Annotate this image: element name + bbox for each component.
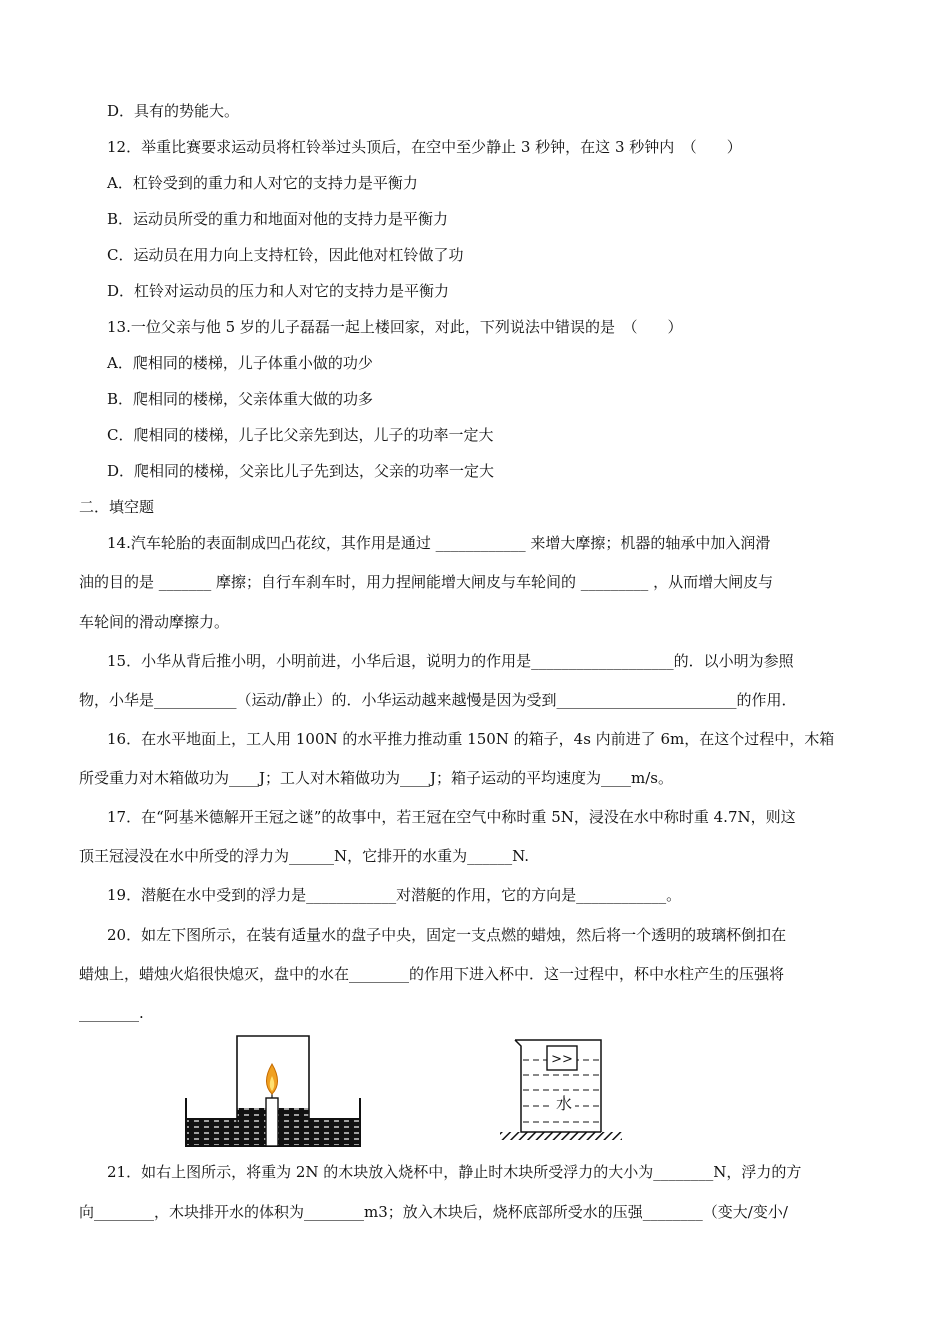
question-14-line3: 车轮间的滑动摩擦力。 — [79, 613, 230, 631]
option-d-q12: D．杠铃对运动员的压力和人对它的支持力是平衡力 — [107, 282, 450, 300]
section-heading: 二．填空题 — [79, 498, 155, 516]
question-15-line2: 物，小华是___________（运动/静止）的．小华运动越来越慢是因为受到________________________的作用． — [79, 691, 797, 709]
beaker-block-figure — [497, 1034, 627, 1146]
question-17-line2: 顶王冠浸没在水中所受的浮力为______N，它排开的水重为______N. — [79, 847, 530, 865]
option-b-q13: B．爬相同的楼梯，父亲体重大做的功多 — [107, 390, 374, 408]
question-13: 13.一位父亲与他 5 岁的儿子磊磊一起上楼回家，对此，下列说法中错误的是 （ ） — [107, 318, 683, 336]
question-16-line2: 所受重力对木箱做功为____J；工人对木箱做功为____J；箱子运动的平均速度为____m/s。 — [79, 769, 674, 787]
question-20-line2: 蜡烛上，蜡烛火焰很快熄灭，盘中的水在________的作用下进入杯中．这一过程中，杯中水柱产生的压强将 — [79, 965, 785, 983]
option-c-q12: C．运动员在用力向上支持杠铃，因此他对杠铃做了功 — [107, 246, 464, 264]
question-14-line2: 油的目的是 _______ 摩擦；自行车刹车时，用力捏闸能增大闸皮与车轮间的 _________ ，从而增大闸皮与 — [79, 573, 774, 591]
option-a-q12: A．杠铃受到的重力和人对它的支持力是平衡力 — [107, 174, 418, 192]
question-12: 12．举重比赛要求运动员将杠铃举过头顶后，在空中至少静止 3 秒钟，在这 3 秒钟内 （ ） — [107, 138, 742, 156]
question-19: 19．潜艇在水中受到的浮力是____________对潜艇的作用，它的方向是____________。 — [107, 886, 682, 904]
question-14: 14.汽车轮胎的表面制成凹凸花纹，其作用是通过 ____________ 来增大摩擦；机器的轴承中加入润滑 — [107, 534, 771, 552]
option-d-q11: D．具有的势能大。 — [107, 102, 240, 120]
candle-glass-figure — [183, 1034, 363, 1150]
question-21: 21．如右上图所示，将重为 2N 的木块放入烧杯中，静止时木块所受浮力的大小为________N，浮力的方 — [107, 1163, 802, 1181]
table-surface — [500, 1132, 622, 1140]
option-d-q13: D．爬相同的楼梯，父亲比儿子先到达，父亲的功率一定大 — [107, 462, 495, 480]
option-a-q13: A．爬相同的楼梯，儿子体重小做的功少 — [107, 354, 373, 372]
option-c-q13: C．爬相同的楼梯，儿子比父亲先到达，儿子的功率一定大 — [107, 426, 494, 444]
option-b-q12: B．运动员所受的重力和地面对他的支持力是平衡力 — [107, 210, 449, 228]
question-20: 20．如左下图所示，在装有适量水的盘子中央，固定一支点燃的蜡烛，然后将一个透明的玻璃杯倒扣在 — [107, 926, 787, 944]
water-label: 水 — [555, 1094, 573, 1113]
question-20-line3: ________. — [79, 1004, 144, 1022]
question-16: 16．在水平地面上，工人用 100N 的水平推力推动重 150N 的箱子，4s 内前进了 6m，在这个过程中，木箱 — [107, 730, 835, 748]
block-label: >> — [551, 1052, 573, 1067]
question-15: 15．小华从背后推小明，小明前进，小华后退，说明力的作用是___________________的．以小明为参照 — [107, 652, 794, 670]
question-21-line2: 向________，木块排开水的体积为________m3；放入木块后，烧杯底部所受水的压强________（变大/变小/ — [79, 1203, 788, 1221]
candle — [266, 1098, 278, 1146]
question-17: 17．在“阿基米德解开王冠之谜”的故事中，若王冠在空气中称时重 5N，浸没在水中称时重 4.7N，则这 — [107, 808, 796, 826]
